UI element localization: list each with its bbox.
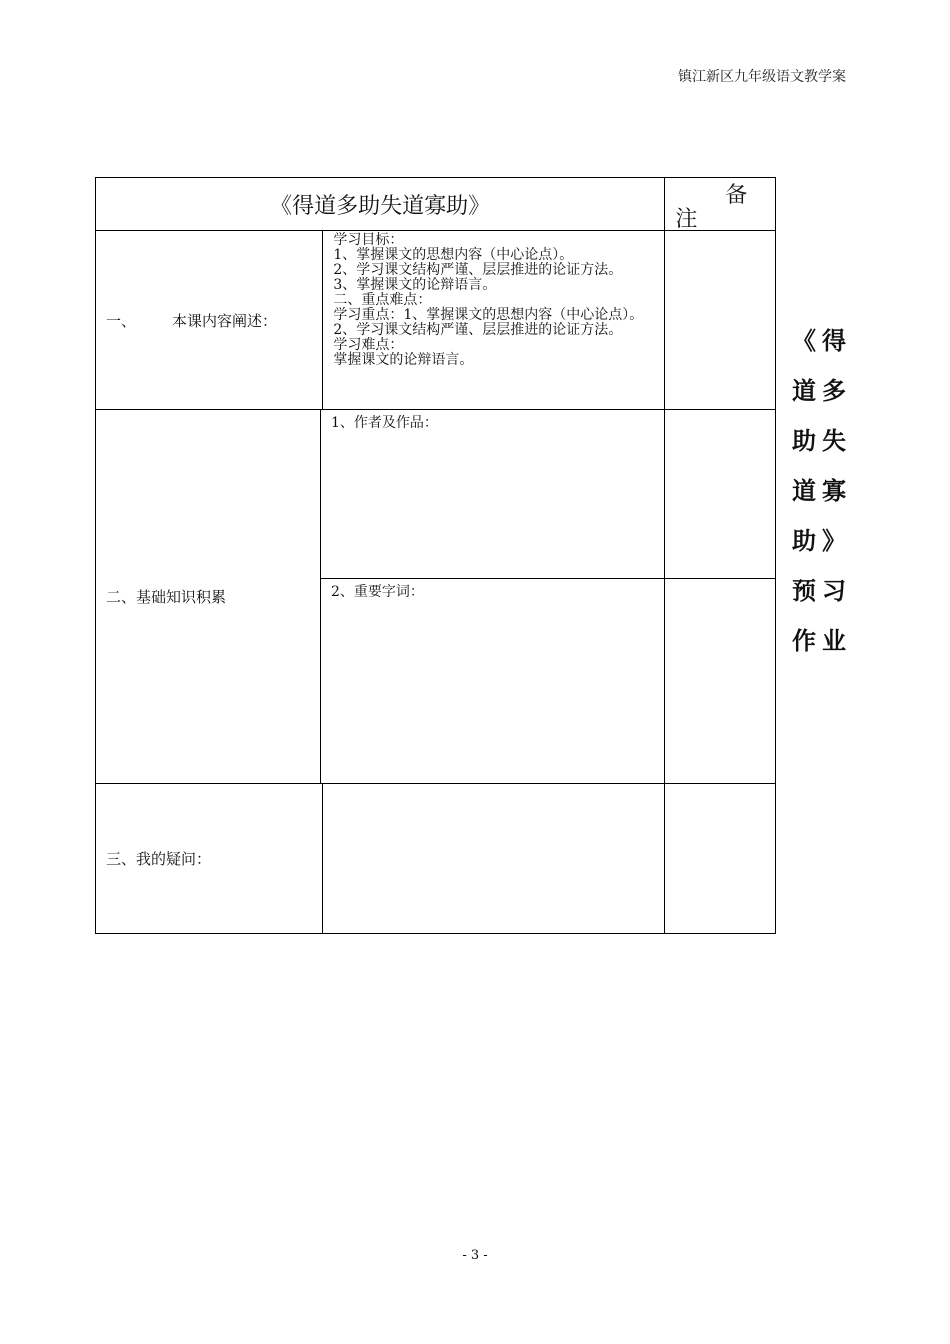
side-title-line: 道多 <box>792 377 852 405</box>
section-content-overview <box>96 230 775 409</box>
notes-column-header <box>664 178 775 230</box>
side-title-line: 《得 <box>792 327 852 355</box>
side-title-line: 预习 <box>792 577 852 605</box>
questions-field[interactable] <box>322 784 664 933</box>
key-words-row <box>321 578 775 783</box>
goal-line: 掌握课文的论辩语言。 <box>333 352 474 368</box>
goal-line: 2、学习课文结构严谨、层层推进的论证方法。 <box>333 322 623 338</box>
goal-line: 学习目标： <box>333 232 404 248</box>
notes-cell-4[interactable] <box>664 784 775 933</box>
section1-number: 一、 <box>106 311 137 330</box>
notes-cell-2[interactable] <box>664 410 775 578</box>
side-title-line: 助》 <box>792 527 852 555</box>
goal-line: 二、重点难点： <box>333 292 432 308</box>
key-words-field[interactable]: 2、重要字词： <box>331 584 424 600</box>
author-works-field[interactable]: 1、作者及作品： <box>331 415 438 431</box>
section1-label-cell <box>96 231 322 409</box>
section2-label: 二、基础知识积累 <box>106 588 227 606</box>
section-basic-knowledge <box>96 409 775 783</box>
side-title-line: 助失 <box>792 427 852 455</box>
notes-cell-1[interactable] <box>664 231 775 409</box>
side-vertical-title <box>792 316 852 666</box>
notes-cell-3[interactable] <box>664 579 775 783</box>
goal-line: 学习难点： <box>333 337 404 353</box>
section2-subrows <box>320 410 775 783</box>
document-header: 镇江新区九年级语文教学案 <box>678 69 846 85</box>
table-title-row <box>96 178 775 230</box>
author-works-row <box>321 410 775 578</box>
section3-label: 三、我的疑问： <box>106 850 212 868</box>
notes-header-char-1: 备 <box>725 183 748 208</box>
side-title-line: 道寡 <box>792 477 852 505</box>
lesson-plan-table <box>95 177 776 934</box>
goal-line: 3、掌握课文的论辩语言。 <box>333 277 497 293</box>
goal-line: 1、掌握课文的思想内容（中心论点）。 <box>333 247 574 263</box>
learning-goals-cell <box>322 231 664 409</box>
section-my-questions <box>96 783 775 933</box>
section1-label: 本课内容阐述： <box>172 311 278 330</box>
side-title-line: 作业 <box>792 627 852 655</box>
goal-line: 2、学习课文结构严谨、层层推进的论证方法。 <box>333 262 623 278</box>
page-number: - 3 - <box>462 1248 488 1263</box>
notes-header-char-2: 注 <box>675 207 698 232</box>
lesson-title: 《得道多助失道寡助》 <box>270 193 491 219</box>
goal-line: 学习重点：1、掌握课文的思想内容（中心论点）。 <box>333 307 644 323</box>
